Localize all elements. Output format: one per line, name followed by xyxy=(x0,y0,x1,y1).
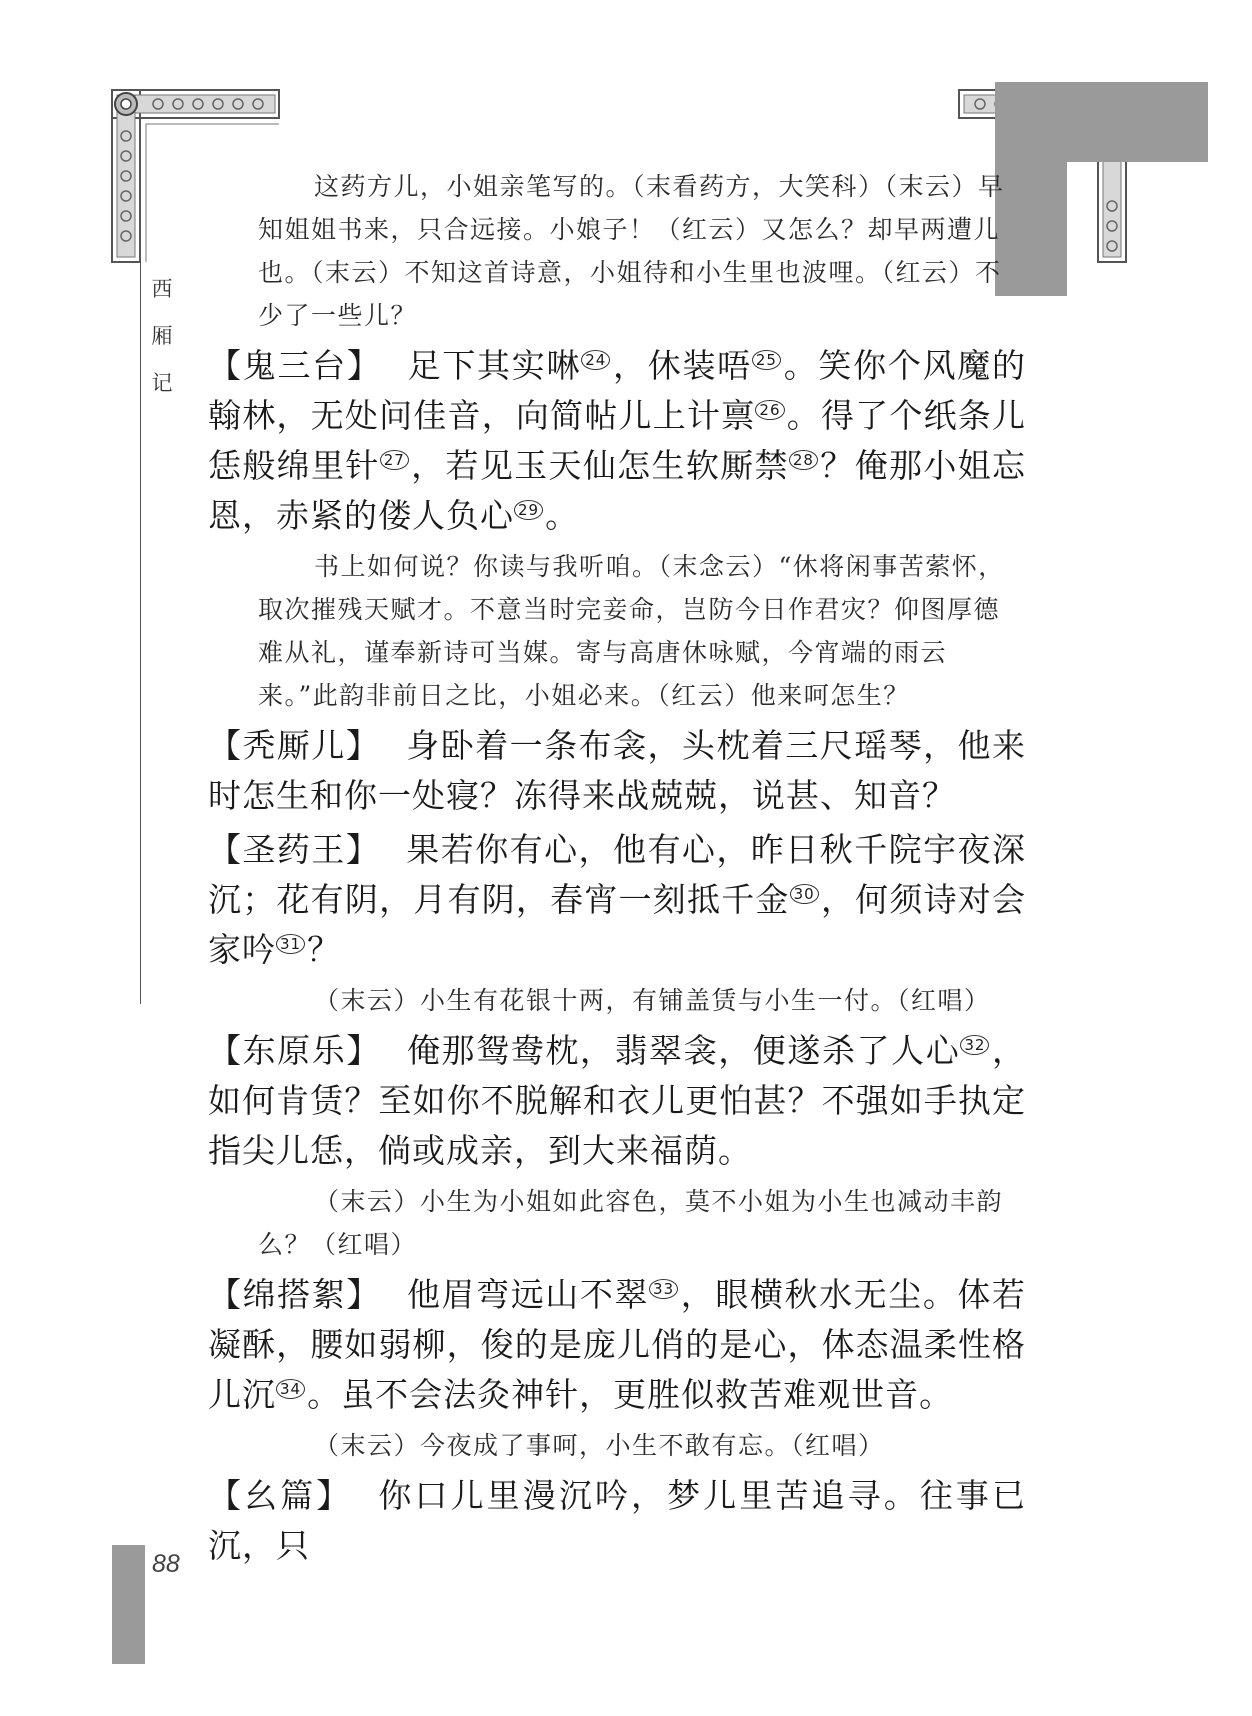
dialogue-paragraph: （末云）小生为小姐如此容色，莫不小姐为小生也减动丰韵么？（红唱） xyxy=(258,1187,1004,1259)
verse-text: 他眉弯远山不翠 xyxy=(406,1275,650,1314)
footnote-marker[interactable]: 31 xyxy=(276,934,305,954)
footnote-marker[interactable]: 34 xyxy=(276,1379,305,1399)
tune-title: 【绵搭絮】 xyxy=(208,1275,381,1314)
page-edge-bar xyxy=(112,1545,145,1664)
verse-text: 身卧着一条布衾，头枕着三尺瑶琴，他来时怎生和你一处寝？冻得来战兢兢，说甚、知音？ xyxy=(208,726,1027,815)
verse-text: 。笑你个风魔的翰林，无处问佳音，向简帖儿上计禀 xyxy=(208,346,1026,435)
verse-text: ？俺那小姐忘恩，赤紧的偻人负心 xyxy=(208,446,1027,535)
footnote-marker[interactable]: 30 xyxy=(790,884,819,904)
verse-text: ，何须诗对会家吟 xyxy=(208,880,1027,969)
song-verse xyxy=(208,721,1026,821)
tune-title: 【幺篇】 xyxy=(208,1476,353,1515)
footnote-marker[interactable]: 24 xyxy=(581,350,610,370)
verse-text: 。虽不会法灸神针，更胜似救苦难观世音。 xyxy=(307,1375,954,1414)
tune-title: 【东原乐】 xyxy=(208,1031,381,1070)
page-body xyxy=(208,165,1026,1575)
verse-text: ，如何肯赁？至如你不脱解和衣儿更怕甚？不强如手执定指尖儿恁，倘或成亲，到大来福荫。 xyxy=(208,1031,1027,1170)
footnote-marker[interactable]: 27 xyxy=(380,450,409,470)
footnote-marker[interactable]: 32 xyxy=(960,1035,989,1055)
song-verse xyxy=(208,341,1026,541)
footnote-marker[interactable]: 26 xyxy=(755,400,784,420)
running-title xyxy=(150,266,174,407)
verse-text: 俺那鸳鸯枕，翡翠衾，便遂杀了人心 xyxy=(406,1031,961,1070)
verse-text: 足下其实啉 xyxy=(407,346,582,385)
margin-rule xyxy=(140,262,141,1004)
tune-title: 【秃厮儿】 xyxy=(208,726,381,765)
running-title-char: 厢 xyxy=(151,324,173,348)
running-title-char: 西 xyxy=(151,277,173,301)
dialogue-paragraph: 这药方儿，小姐亲笔写的。（末看药方，大笑科）（末云）早知姐姐书来，只合远接。小娘子！（红云）又怎么？却早两遭儿也。（末云）不知这首诗意，小姐待和小生里也波哩。（红云）不少了一些儿？ xyxy=(258,172,1005,330)
verse-text: ，若见玉天仙怎生软厮禁 xyxy=(410,446,789,485)
verse-text: ，休装唔 xyxy=(612,346,752,385)
gray-tab-block xyxy=(995,82,1208,162)
song-verse xyxy=(208,825,1026,975)
dialogue-paragraph: （末云）今夜成了事呵，小生不敢有忘。（红唱） xyxy=(314,1431,885,1460)
verse-text: 。得了个纸条儿恁般绵里针 xyxy=(208,396,1027,485)
page-number: 88 xyxy=(152,1550,180,1578)
footnote-marker[interactable]: 28 xyxy=(789,450,818,470)
footnote-marker[interactable]: 29 xyxy=(514,500,543,520)
verse-text: ，眼横秋水无尘。体若凝酥，腰如弱柳，俊的是庞儿俏的是心，体态温柔性格儿沉 xyxy=(208,1275,1027,1414)
tune-title: 【鬼三台】 xyxy=(208,346,382,385)
running-title-char: 记 xyxy=(151,371,173,395)
song-verse xyxy=(208,1026,1026,1176)
footnote-marker[interactable]: 25 xyxy=(752,350,781,370)
footnote-marker[interactable]: 33 xyxy=(649,1279,678,1299)
verse-text: 果若你有心，他有心，昨日秋千院宇夜深沉；花有阴，月有阴，春宵一刻抵千金 xyxy=(208,830,1027,919)
verse-text: ？ xyxy=(307,930,342,969)
dialogue-paragraph: 书上如何说？你读与我听咱。（末念云）“休将闲事苦萦怀，取次摧残天赋才。不意当时完妾命，岂防今日作君灾？仰图厚德难从礼，谨奉新诗可当媒。寄与高唐休咏赋，今宵端的雨云来。”此韵非前日之比，小姐必来。（红云）他来呵怎生？ xyxy=(258,552,1005,710)
song-verse xyxy=(208,1471,1026,1571)
verse-text: 你口儿里漫沉吟，梦儿里苦追寻。往事已沉，只 xyxy=(208,1476,1027,1565)
tune-title: 【圣药王】 xyxy=(208,830,381,869)
dialogue-paragraph: （末云）小生有花银十两，有铺盖赁与小生一付。（红唱） xyxy=(314,986,991,1015)
verse-text: 。 xyxy=(545,496,580,535)
song-verse xyxy=(208,1270,1026,1420)
